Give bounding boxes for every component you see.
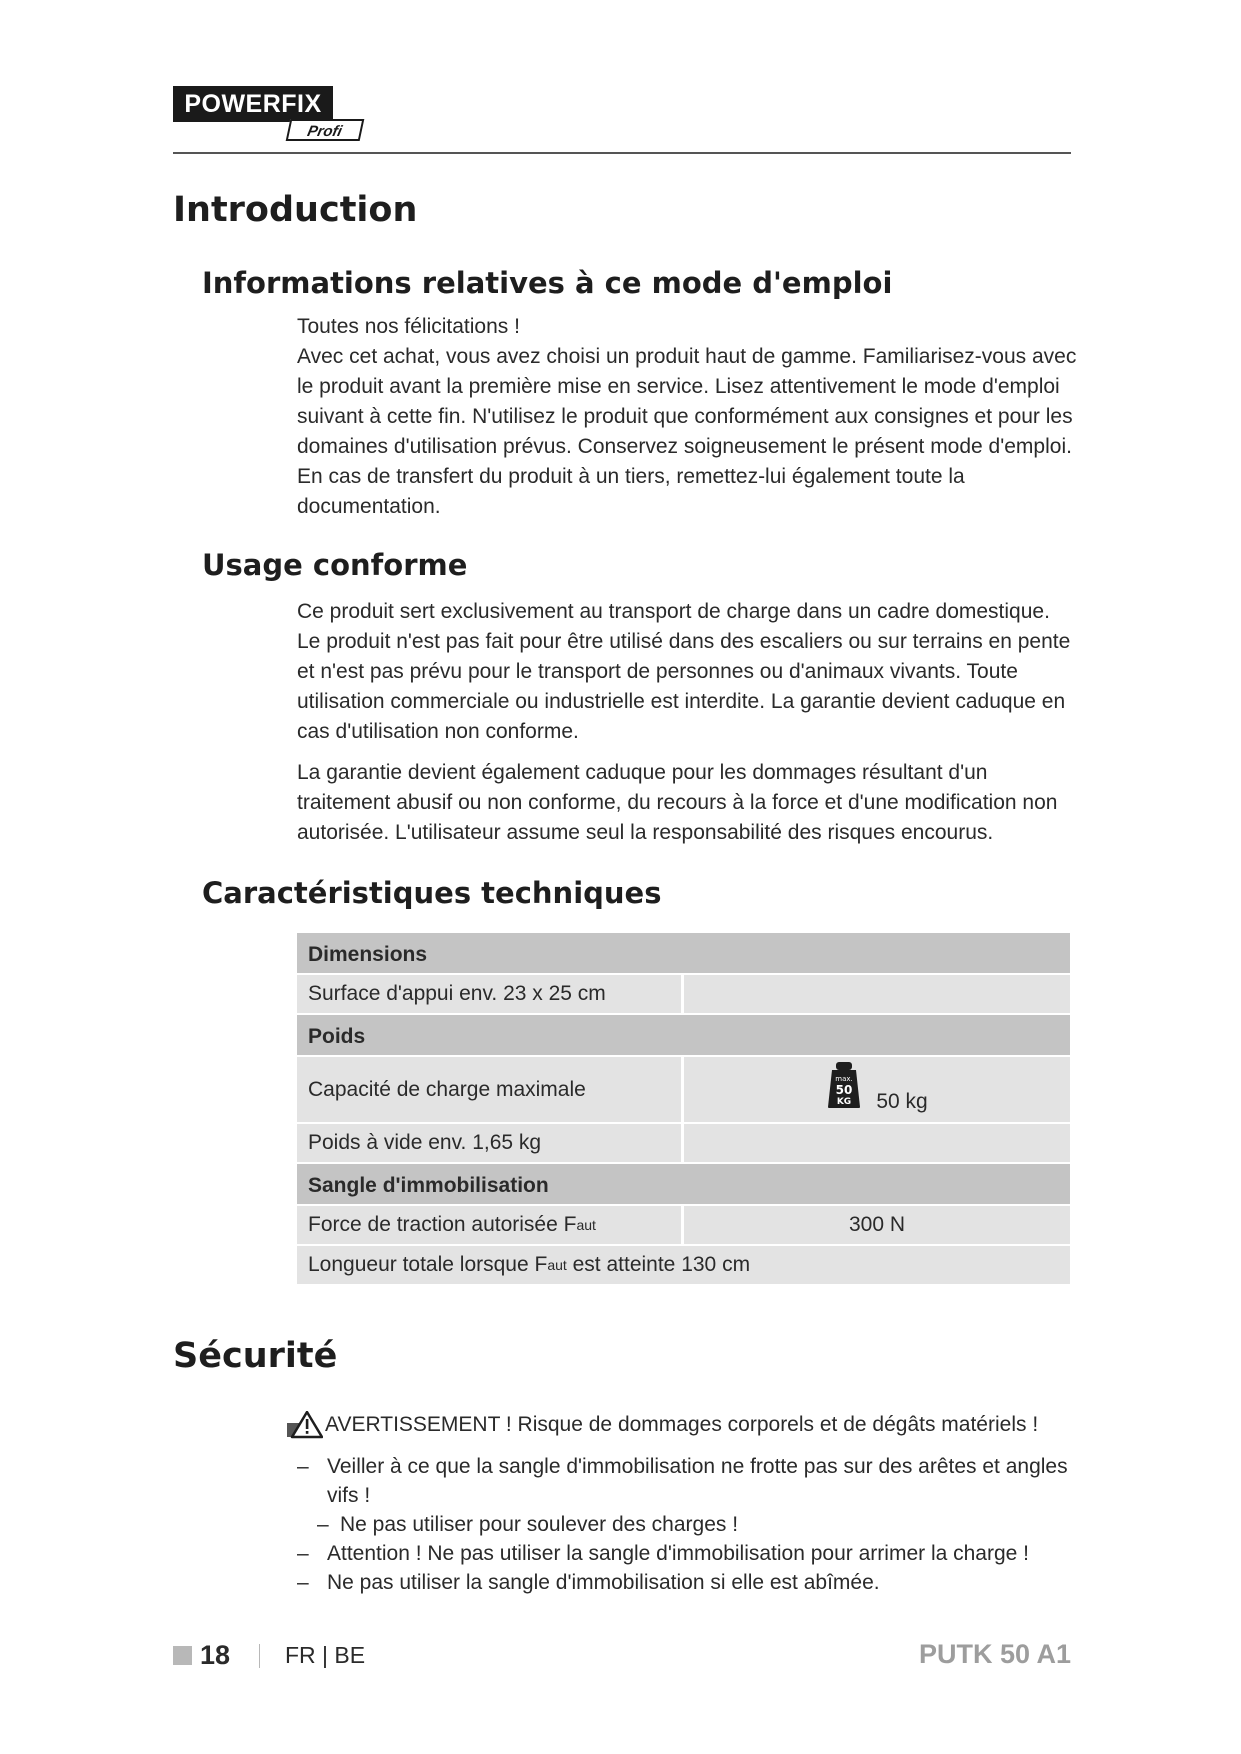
spec-force-label-text: Force de traction autorisée F [308,1213,577,1236]
spec-header-strap: Sangle d'immobilisation [297,1164,1070,1204]
weight-icon-unit: KG [837,1096,852,1107]
weight-icon-number: 50 [835,1082,853,1097]
spec-capacity-value-cell [684,1057,1070,1122]
info-paragraph-1: Toutes nos félicitations ! [297,315,520,338]
spec-row-surface [297,975,1070,1013]
list-item: – Ne pas utiliser pour soulever des charges ! [317,1513,739,1536]
usage-paragraph-2: La garantie devient également caduque pour les dommages résultant d'un traitement abusif ou non conforme, du recours à la force et d'une modification non autorisée. L'utilisateur assume seul la responsabilité des risques encourus. [297,761,1058,844]
spec-force-label [297,1206,681,1244]
spec-row-length [297,1246,1070,1284]
spec-length-label [297,1246,1070,1284]
list-item: – Ne pas utiliser la sangle d'immobilisation si elle est abîmée. [297,1571,880,1594]
page-number: 18 [200,1640,231,1670]
brand-sub: Profi [286,119,365,141]
footer-divider [259,1644,260,1668]
spec-capacity-value: 50 kg [876,1089,928,1113]
spec-force-value: 300 N [684,1206,1070,1244]
spec-empty-weight-value [684,1124,1070,1162]
heading-info: Informations relatives à ce mode d'emploi [202,266,893,300]
spec-header-dimensions: Dimensions [297,933,1070,973]
brand-name: POWERFIX [173,86,333,122]
spec-surface: Surface d'appui env. 23 x 25 cm [297,975,681,1013]
list-item-text: Ne pas utiliser la sangle d'immobilisation si elle est abîmée. [327,1571,880,1594]
spec-length-sub: aut [547,1257,567,1273]
list-item-text: Attention ! Ne pas utiliser la sangle d'immobilisation pour arrimer la charge ! [327,1542,1030,1565]
spec-row-empty-weight [297,1124,1070,1162]
spec-row-capacity [297,1057,1070,1122]
warning-triangle-icon [287,1411,323,1439]
spec-row-force [297,1206,1070,1244]
info-paragraph-2: Avec cet achat, vous avez choisi un produit haut de gamme. Familiarisez-vous avec le produit avant la première mise en service. Lisez attentivement le mode d'emploi suivant à cette fin. N'utilisez le produit que conformément aux consignes et pour les domaines d'utilisation prévus. Conservez soigneusement le présent mode d'emploi. En cas de transfert du produit à un tiers, remettez-lui également toute la documentation. [297,345,1077,518]
list-item: – Attention ! Ne pas utiliser la sangle d'immobilisation pour arrimer la charge ! [297,1542,1030,1565]
footer-model: PUTK 50 A1 [918,1639,1071,1669]
heading-introduction: Introduction [173,190,418,230]
header-rule [173,152,1071,154]
list-item-text: Veiller à ce que la sangle d'immobilisation ne frotte pas sur des arêtes et angles vifs ! [327,1455,1068,1507]
heading-usage: Usage conforme [202,548,468,582]
safety-list [297,1452,1077,1597]
heading-security: Sécurité [173,1336,338,1376]
weight-icon-top: max. [835,1074,854,1083]
spec-capacity-label: Capacité de charge maximale [297,1057,681,1122]
usage-paragraph-1: Ce produit sert exclusivement au transport de charge dans un cadre domestique. Le produit n'est pas fait pour être utilisé dans des escaliers ou sur terrains en pente et n'est pas prévu pour le transport de personnes ou d'animaux vivants. Toute utilisation commerciale ou industrielle est interdite. La garantie devient caduque en cas d'utilisation non conforme. [297,600,1071,743]
weight-icon [826,1061,862,1109]
list-item: – Veiller à ce que la sangle d'immobilisation ne frotte pas sur des arêtes et angles vifs ! [297,1455,1068,1507]
brand-logo [173,86,363,142]
list-item-text: Ne pas utiliser pour soulever des charges ! [340,1513,739,1536]
spec-length-text-b: est atteinte 130 cm [566,1253,751,1276]
page-footer [173,1636,1071,1676]
spec-force-label-sub: aut [576,1217,596,1233]
footer-square-icon [173,1646,192,1665]
warning-text: AVERTISSEMENT ! Risque de dommages corporels et de dégâts matériels ! [325,1413,1039,1436]
warning-line [287,1410,1087,1440]
footer-language: FR | BE [285,1642,366,1668]
spec-length-text-a: Longueur totale lorsque F [308,1253,548,1276]
spec-header-poids: Poids [297,1015,1070,1055]
spec-table [297,933,1070,1286]
spec-empty-weight: Poids à vide env. 1,65 kg [297,1124,681,1162]
heading-tech: Caractéristiques techniques [202,876,662,910]
spec-surface-value [684,975,1070,1013]
